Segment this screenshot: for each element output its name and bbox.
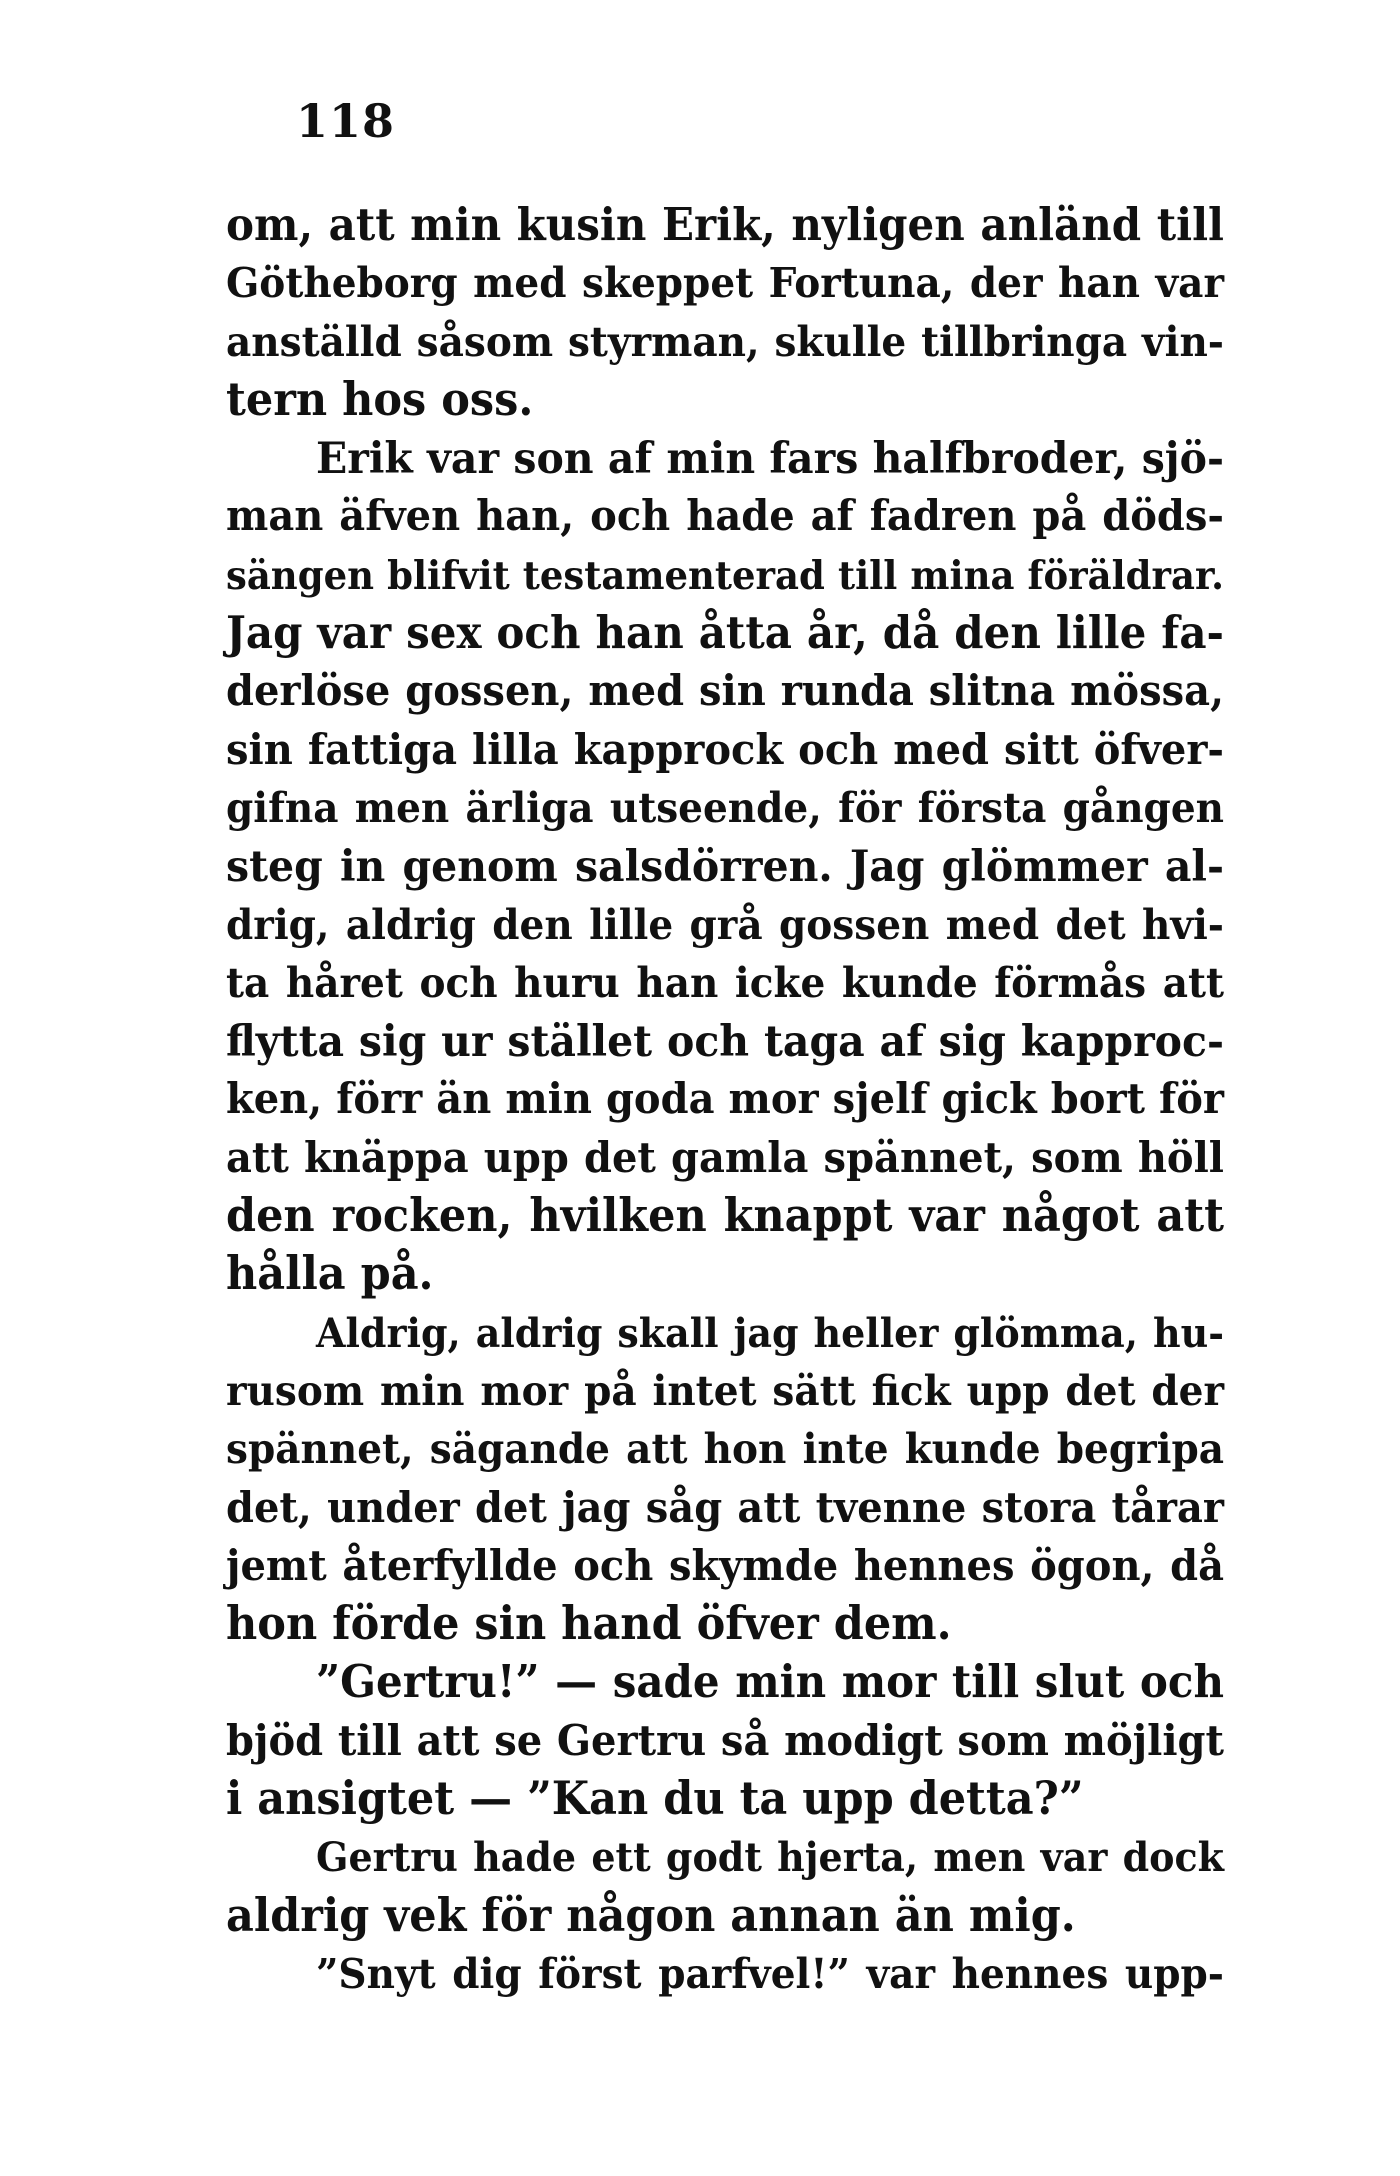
- text-line: anställd såsom styrman, skulle tillbringa vin-: [226, 317, 1224, 366]
- text-line: ken, förr än min goda mor sjelf gick bort för: [226, 1074, 1224, 1124]
- text-line: Gertru hade ett godt hjerta, men var dock: [316, 1832, 1224, 1881]
- text-line: sin fattiga lilla kapprock och med sitt öfver-: [226, 724, 1224, 775]
- text-line: Götheborg med skeppet Fortuna, der han var: [226, 258, 1224, 308]
- text-line: det, under det jag såg att tvenne stora tårar: [226, 1482, 1224, 1532]
- text-line: ”Snyt dig först parfvel!” var hennes upp-: [316, 1949, 1224, 1999]
- text-line: om, att min kusin Erik, nyligen anländ till: [226, 198, 1224, 251]
- text-line: drig, aldrig den lille grå gossen med det hvi-: [226, 900, 1224, 949]
- text-line: rusom min mor på intet sätt fick upp det der: [226, 1366, 1224, 1416]
- text-line: hon förde sin hand öfver dem.: [226, 1597, 952, 1651]
- text-line: gifna men ärliga utseende, för första gången: [226, 783, 1224, 833]
- text-line: steg in genom salsdörren. Jag glömmer al-: [226, 840, 1224, 892]
- text-line: ”Gertru!” — sade min mor till slut och: [316, 1655, 1224, 1708]
- text-line: aldrig vek för någon annan än mig.: [226, 1889, 1076, 1943]
- text-line: jemt återfyllde och skymde hennes ögon, då: [226, 1540, 1224, 1591]
- page-number: 118: [296, 94, 396, 148]
- body-text: [226, 196, 1224, 2003]
- text-line: sängen blifvit testamenterad till mina föräldrar.: [226, 551, 1224, 599]
- text-line: Jag var sex och han åtta år, då den lille fa-: [226, 606, 1224, 659]
- text-line: bjöd till att se Gertru så modigt som möjligt: [226, 1715, 1224, 1766]
- text-line: att knäppa upp det gamla spännet, som höll: [226, 1132, 1224, 1183]
- text-line: derlöse gossen, med sin runda slitna mössa,: [226, 665, 1224, 716]
- text-line: man äfven han, och hade af fadren på döds-: [226, 491, 1224, 541]
- text-line: Aldrig, aldrig skall jag heller glömma, hu-: [316, 1308, 1224, 1356]
- text-line: ta håret och huru han icke kunde förmås att: [226, 958, 1224, 1008]
- text-line: hålla på.: [226, 1247, 434, 1301]
- text-line: tern hos oss.: [226, 373, 534, 427]
- text-line: spännet, sägande att hon inte kunde begripa: [226, 1424, 1224, 1474]
- text-line: Erik var son af min fars halfbroder, sjö-: [316, 432, 1224, 484]
- text-line: i ansigtet — ”Kan du ta upp detta?”: [226, 1772, 1084, 1826]
- text-line: flytta sig ur stället och taga af sig kapproc-: [226, 1015, 1224, 1067]
- text-line: den rocken, hvilken knappt var något att: [226, 1189, 1224, 1243]
